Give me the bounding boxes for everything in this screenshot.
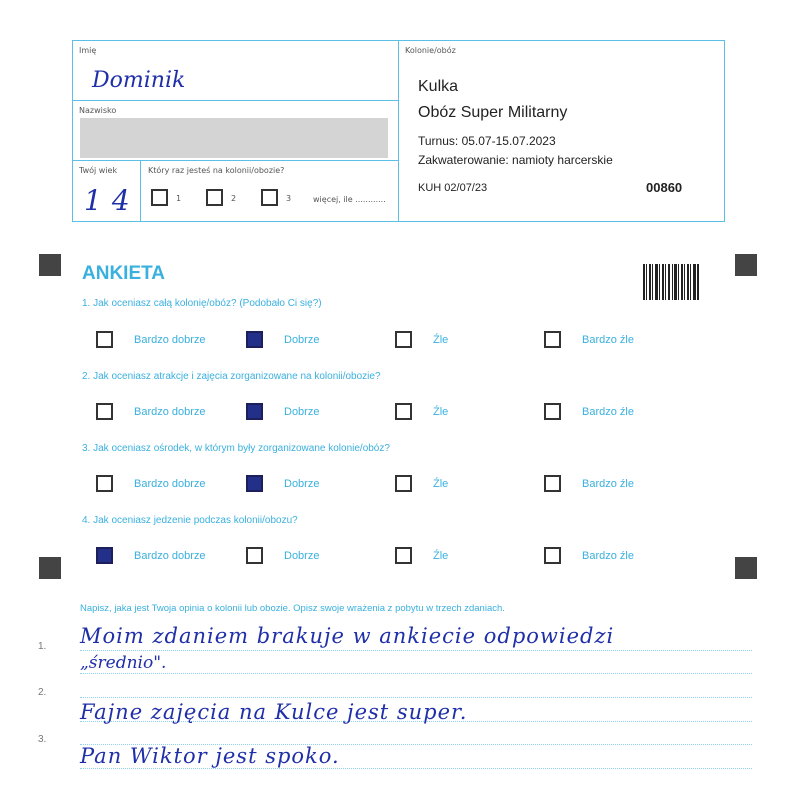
- q2-option-2-label: Dobrze: [284, 406, 320, 418]
- registration-mark-top-left: [39, 254, 61, 276]
- ktory-raz-label: Który raz jesteś na kolonii/obozie?: [148, 166, 285, 175]
- opinion-line-3[interactable]: Pan Wiktor jest spoko.: [80, 744, 340, 768]
- q2-option-2-checkbox[interactable]: [246, 403, 263, 420]
- visit-3-checkbox[interactable]: [261, 189, 278, 206]
- survey-title: ANKIETA: [82, 263, 166, 284]
- q1-option-2-checkbox[interactable]: [246, 331, 263, 348]
- opinion-line-1[interactable]: Moim zdaniem brakuje w ankiecie odpowiedzi: [80, 624, 615, 648]
- q4-option-3-label: Źle: [433, 550, 449, 562]
- q4-option-1-label: Bardzo dobrze: [134, 550, 206, 562]
- registration-mark-bottom-right: [735, 557, 757, 579]
- line-number-1: 1.: [38, 641, 47, 652]
- question-4: 4. Jak oceniasz jedzenie podczas kolonii/obozu?: [82, 515, 298, 526]
- line-number-2: 2.: [38, 687, 47, 698]
- turnus: Turnus: 05.07-15.07.2023: [418, 134, 556, 148]
- header-divider-vertical: [398, 40, 399, 221]
- place-name: Kulka: [418, 78, 459, 95]
- registration-mark-bottom-left: [39, 557, 61, 579]
- q2-option-4-checkbox[interactable]: [544, 403, 561, 420]
- opinion-line-1-continued[interactable]: „średnio".: [80, 653, 167, 673]
- line-number-3: 3.: [38, 734, 47, 745]
- header-divider-2: [72, 160, 398, 161]
- imie-label: Imię: [79, 46, 97, 55]
- q3-option-3-checkbox[interactable]: [395, 475, 412, 492]
- form-number: 00860: [646, 180, 683, 195]
- header-divider-3: [140, 160, 141, 221]
- q1-option-3-checkbox[interactable]: [395, 331, 412, 348]
- q3-option-1-checkbox[interactable]: [96, 475, 113, 492]
- question-3: 3. Jak oceniasz ośrodek, w którym były zorganizowane kolonie/obóz?: [82, 443, 390, 454]
- visit-2-label: 2: [231, 194, 237, 203]
- visit-1-label: 1: [176, 194, 182, 203]
- q3-option-1-label: Bardzo dobrze: [134, 478, 206, 490]
- visit-2-checkbox[interactable]: [206, 189, 223, 206]
- q4-option-4-label: Bardzo źle: [582, 550, 634, 562]
- q1-option-1-checkbox[interactable]: [96, 331, 113, 348]
- q2-option-1-label: Bardzo dobrze: [134, 406, 206, 418]
- writing-line: [80, 650, 752, 651]
- visit-1-checkbox[interactable]: [151, 189, 168, 206]
- imie-value[interactable]: Dominik: [92, 68, 186, 93]
- q1-option-2-label: Dobrze: [284, 334, 320, 346]
- nazwisko-label: Nazwisko: [79, 106, 117, 115]
- writing-line: [80, 697, 752, 698]
- q1-option-3-label: Źle: [433, 334, 449, 346]
- q3-option-2-label: Dobrze: [284, 478, 320, 490]
- barcode-icon: [643, 264, 700, 300]
- kolonie-label: Kolonie/obóz: [405, 46, 456, 55]
- q3-option-3-label: Źle: [433, 478, 449, 490]
- zakwaterowanie: Zakwaterowanie: namioty harcerskie: [418, 153, 613, 167]
- q4-option-3-checkbox[interactable]: [395, 547, 412, 564]
- q2-option-4-label: Bardzo źle: [582, 406, 634, 418]
- nazwisko-redacted: [80, 118, 388, 158]
- question-2: 2. Jak oceniasz atrakcje i zajęcia zorganizowane na kolonii/obozie?: [82, 371, 381, 382]
- q3-option-4-label: Bardzo źle: [582, 478, 634, 490]
- wiek-value[interactable]: 14: [84, 184, 140, 217]
- q4-option-1-checkbox[interactable]: [96, 547, 113, 564]
- visit-3-label: 3: [286, 194, 292, 203]
- registration-mark-top-right: [735, 254, 757, 276]
- q4-option-4-checkbox[interactable]: [544, 547, 561, 564]
- header-divider-1: [72, 100, 398, 101]
- camp-name: Obóz Super Militarny: [418, 104, 568, 121]
- wiek-label: Twój wiek: [79, 166, 118, 175]
- q2-option-3-checkbox[interactable]: [395, 403, 412, 420]
- q2-option-1-checkbox[interactable]: [96, 403, 113, 420]
- question-1: 1. Jak oceniasz całą kolonię/obóz? (Podobało Ci się?): [82, 298, 322, 309]
- opinion-line-2[interactable]: Fajne zajęcia na Kulce jest super.: [80, 700, 468, 724]
- q1-option-1-label: Bardzo dobrze: [134, 334, 206, 346]
- q3-option-4-checkbox[interactable]: [544, 475, 561, 492]
- writing-line: [80, 673, 752, 674]
- writing-line: [80, 768, 752, 769]
- q4-option-2-label: Dobrze: [284, 550, 320, 562]
- q3-option-2-checkbox[interactable]: [246, 475, 263, 492]
- form-code: KUH 02/07/23: [418, 182, 488, 194]
- wiecej-label: więcej, ile ............: [313, 195, 386, 204]
- q1-option-4-label: Bardzo źle: [582, 334, 634, 346]
- opinion-prompt: Napisz, jaka jest Twoja opinia o kolonii lub obozie. Opisz swoje wrażenia z pobytu w trzech zdaniach.: [80, 603, 505, 614]
- q4-option-2-checkbox[interactable]: [246, 547, 263, 564]
- q2-option-3-label: Źle: [433, 406, 449, 418]
- q1-option-4-checkbox[interactable]: [544, 331, 561, 348]
